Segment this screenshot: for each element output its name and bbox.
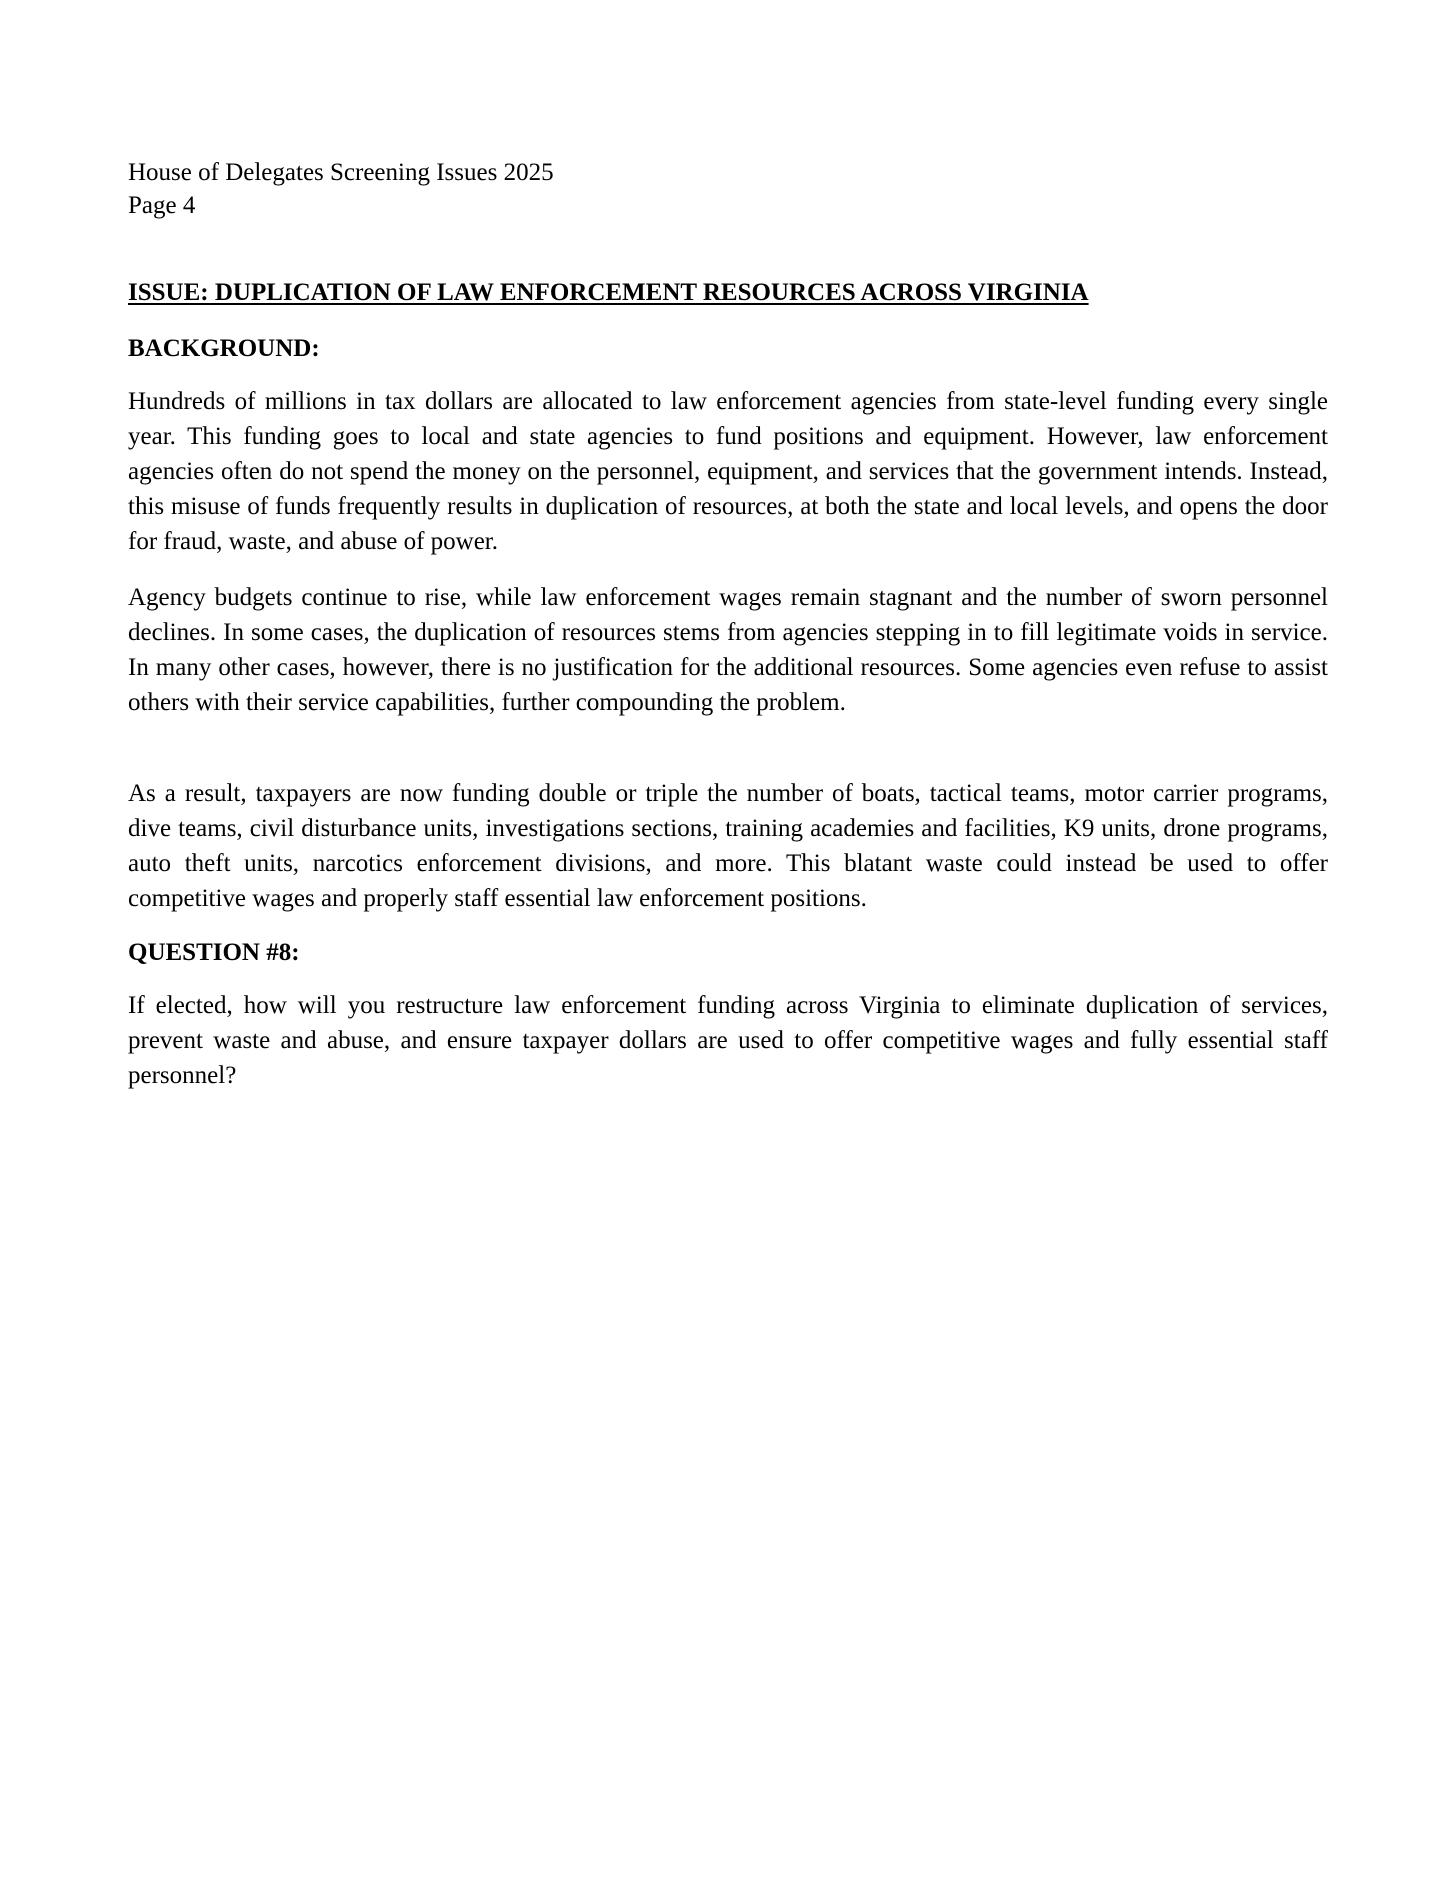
background-paragraph-2-block xyxy=(128,580,1328,720)
page-content xyxy=(128,156,1328,1089)
question-text-block xyxy=(128,988,1328,1093)
question-text: If elected, how will you restructure law enforcement funding across Virginia to eliminate duplication of services, prevent waste and abuse, and ensure taxpayer dollars are used to offer competitive wages and fully essential staff personnel? xyxy=(128,992,1328,1089)
background-label-block xyxy=(128,332,1328,365)
question-label-block xyxy=(128,936,1328,969)
question-label: QUESTION #8: xyxy=(128,939,300,966)
background-paragraph: Agency budgets continue to rise, while law enforcement wages remain stagnant and the number of sworn personnel declines. In some cases, the duplication of resources stems from agencies stepping in to fill legitimate voids in service. In many other cases, however, there is no justification for the additional resources. Some agencies even refuse to assist others with their service capabilities, further compounding the problem. xyxy=(128,584,1328,716)
background-paragraph: As a result, taxpayers are now funding double or triple the number of boats, tactical teams, motor carrier programs, dive teams, civil disturbance units, investigations sections, training academies and facilities, K9 units, drone programs, auto theft units, narcotics enforcement divisions, and more. This blatant waste could instead be used to offer competitive wages and properly staff essential law enforcement positions. xyxy=(128,780,1328,912)
issue-title: ISSUE: DUPLICATION OF LAW ENFORCEMENT RESOURCES ACROSS VIRGINIA xyxy=(128,279,1089,306)
background-paragraph-1-block xyxy=(128,384,1328,559)
page-number: Page 4 xyxy=(128,192,196,219)
background-paragraph: Hundreds of millions in tax dollars are allocated to law enforcement agencies from state-level funding every single year. This funding goes to local and state agencies to fund positions and equipment. However, law enforcement agencies often do not spend the money on the personnel, equipment, and services that the government intends. Instead, this misuse of funds frequently results in duplication of resources, at both the state and local levels, and opens the door for fraud, waste, and abuse of power. xyxy=(128,388,1328,555)
document-title: House of Delegates Screening Issues 2025 xyxy=(128,159,554,186)
background-paragraph-3-block xyxy=(128,776,1328,916)
background-label: BACKGROUND: xyxy=(128,335,320,362)
